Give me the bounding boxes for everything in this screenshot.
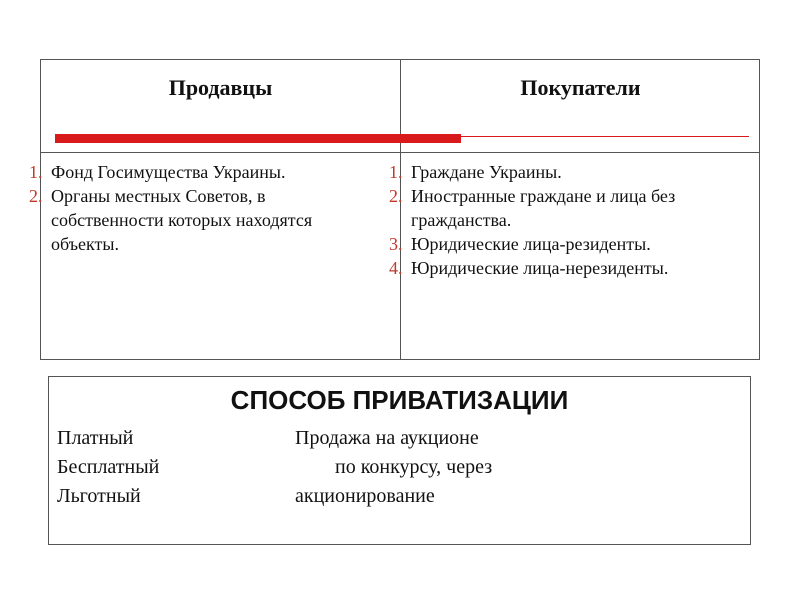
item-number: 4. [389, 258, 403, 278]
method-label: Платный [57, 427, 134, 449]
method-row-preferential [49, 485, 750, 513]
privatization-title: СПОСОБ ПРИВАТИЗАЦИИ [230, 385, 569, 415]
privatization-method-box [48, 376, 751, 545]
item-number: 3. [389, 234, 403, 254]
item-number: 1. [389, 162, 403, 182]
accent-line-thin [461, 136, 749, 137]
item-text: Иностранные граждане и лица без гражданства. [411, 186, 676, 230]
item-text: Фонд Госимущества Украины. [51, 162, 286, 182]
buyers-header: Покупатели [520, 75, 641, 100]
item-number: 2. [29, 186, 43, 206]
list-item [389, 256, 749, 280]
item-text: Граждане Украины. [411, 162, 562, 182]
item-text: Юридические лица-нерезиденты. [411, 258, 669, 278]
sellers-list [29, 160, 374, 256]
method-label: Льготный [57, 485, 141, 507]
sellers-header: Продавцы [168, 75, 273, 100]
list-item [389, 232, 749, 256]
header-row-divider [41, 152, 759, 153]
list-item [389, 184, 749, 232]
method-value: Продажа на аукционе [295, 427, 479, 449]
list-item [29, 160, 374, 184]
method-row-paid [49, 427, 750, 455]
buyers-list [389, 160, 749, 280]
item-text: Юридические лица-резиденты. [411, 234, 651, 254]
list-item [389, 160, 749, 184]
accent-bar-thick [55, 134, 461, 143]
method-value: акционирование [295, 485, 435, 507]
method-value: по конкурсу, через [335, 456, 493, 478]
item-text: Органы местных Советов, в собственности которых находятся объекты. [51, 186, 313, 254]
item-number: 1. [29, 162, 43, 182]
participants-table [29, 59, 760, 360]
item-number: 2. [389, 186, 403, 206]
list-item [29, 184, 374, 256]
method-label: Бесплатный [57, 456, 160, 478]
method-row-free [49, 456, 750, 484]
